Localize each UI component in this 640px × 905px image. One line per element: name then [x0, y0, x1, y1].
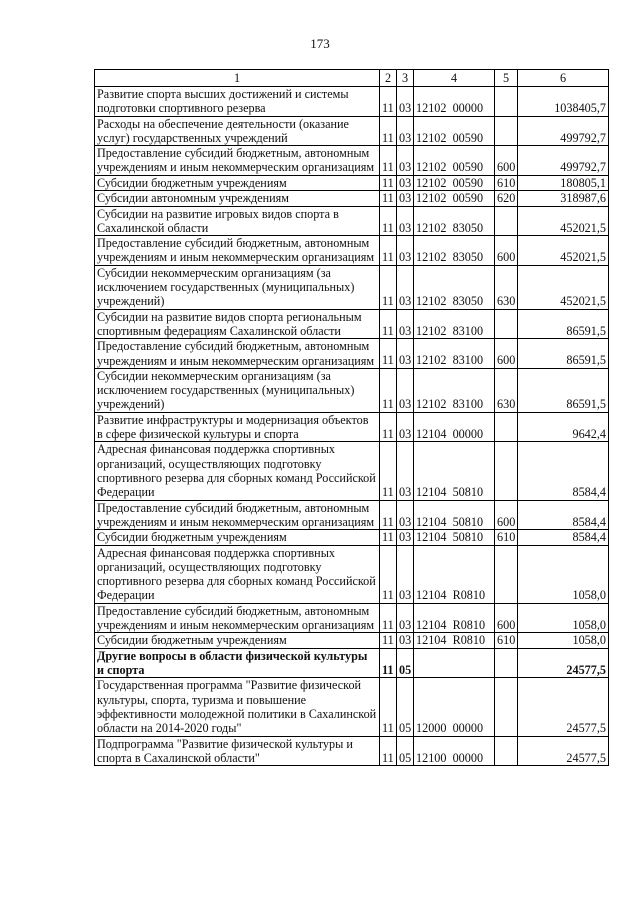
table-row	[95, 412, 609, 442]
row-target-item: 12102 00590	[414, 175, 495, 190]
row-subsection: 03	[397, 603, 414, 633]
row-amount: 499792,7	[518, 146, 609, 176]
row-target-item: 12102 83050	[414, 206, 495, 236]
row-name: Субсидии бюджетным учреждениям	[95, 530, 380, 545]
row-expense-type: 620	[495, 191, 518, 206]
row-name: Субсидии некоммерческим организациям (за исключением государственных (муниципальных) учреждений)	[95, 265, 380, 309]
row-amount: 1038405,7	[518, 87, 609, 117]
header-col-5: 5	[495, 70, 518, 87]
table-row	[95, 678, 609, 736]
row-target-item: 12102 00590	[414, 146, 495, 176]
table-row	[95, 206, 609, 236]
row-name: Расходы на обеспечение деятельности (оказание услуг) государственных учреждений	[95, 116, 380, 146]
header-col-2: 2	[380, 70, 397, 87]
row-target-item: 12104 50810	[414, 442, 495, 500]
table-row	[95, 309, 609, 339]
row-target-item: 12104 00000	[414, 412, 495, 442]
row-subsection: 03	[397, 309, 414, 339]
row-expense-type: 600	[495, 603, 518, 633]
row-amount: 1058,0	[518, 603, 609, 633]
row-subsection: 03	[397, 412, 414, 442]
row-name: Предоставление субсидий бюджетным, автономным учреждениям и иным некоммерческим организациям	[95, 236, 380, 266]
table-row	[95, 530, 609, 545]
table-row	[95, 339, 609, 369]
row-name: Субсидии бюджетным учреждениям	[95, 633, 380, 648]
row-name: Предоставление субсидий бюджетным, автономным учреждениям и иным некоммерческим организациям	[95, 603, 380, 633]
row-name: Субсидии на развитие игровых видов спорта в Сахалинской области	[95, 206, 380, 236]
row-section: 11	[380, 648, 397, 678]
table-row	[95, 191, 609, 206]
row-name: Субсидии автономным учреждениям	[95, 191, 380, 206]
row-subsection: 03	[397, 265, 414, 309]
header-col-6: 6	[518, 70, 609, 87]
row-target-item: 12102 00000	[414, 87, 495, 117]
row-expense-type	[495, 116, 518, 146]
row-name: Адресная финансовая поддержка спортивных организаций, осуществляющих подготовку спортивного резерва для сборных команд Российской Федерации	[95, 442, 380, 500]
row-target-item: 12100 00000	[414, 736, 495, 766]
row-subsection: 03	[397, 545, 414, 603]
row-section: 11	[380, 633, 397, 648]
row-subsection: 03	[397, 206, 414, 236]
table-header	[95, 70, 609, 87]
row-subsection: 05	[397, 678, 414, 736]
row-subsection: 03	[397, 87, 414, 117]
table-row	[95, 368, 609, 412]
row-section: 11	[380, 678, 397, 736]
row-subsection: 03	[397, 339, 414, 369]
row-amount: 8584,4	[518, 442, 609, 500]
header-col-3: 3	[397, 70, 414, 87]
row-subsection: 03	[397, 442, 414, 500]
row-section: 11	[380, 265, 397, 309]
row-amount: 452021,5	[518, 206, 609, 236]
table-row	[95, 442, 609, 500]
row-expense-type	[495, 309, 518, 339]
row-amount: 86591,5	[518, 368, 609, 412]
row-target-item: 12104 50810	[414, 500, 495, 530]
row-subsection: 03	[397, 500, 414, 530]
table-row	[95, 736, 609, 766]
row-section: 11	[380, 146, 397, 176]
table-row	[95, 146, 609, 176]
row-amount: 24577,5	[518, 648, 609, 678]
row-target-item	[414, 648, 495, 678]
table-row	[95, 545, 609, 603]
row-target-item: 12000 00000	[414, 678, 495, 736]
row-subsection: 05	[397, 736, 414, 766]
page-number: 173	[310, 36, 330, 51]
row-section: 11	[380, 87, 397, 117]
row-expense-type: 630	[495, 265, 518, 309]
row-name: Субсидии на развитие видов спорта региональным спортивным федерациям Сахалинской области	[95, 309, 380, 339]
table-row	[95, 648, 609, 678]
row-subsection: 05	[397, 648, 414, 678]
row-name: Развитие инфраструктуры и модернизация объектов в сфере физической культуры и спорта	[95, 412, 380, 442]
table-row	[95, 175, 609, 190]
table-row	[95, 87, 609, 117]
table-body	[95, 87, 609, 766]
row-section: 11	[380, 236, 397, 266]
row-expense-type	[495, 678, 518, 736]
row-subsection: 03	[397, 633, 414, 648]
row-section: 11	[380, 442, 397, 500]
row-section: 11	[380, 603, 397, 633]
row-section: 11	[380, 500, 397, 530]
row-expense-type: 610	[495, 175, 518, 190]
row-name: Подпрограмма "Развитие физической культуры и спорта в Сахалинской области"	[95, 736, 380, 766]
table-row	[95, 633, 609, 648]
row-expense-type: 600	[495, 236, 518, 266]
row-section: 11	[380, 530, 397, 545]
row-target-item: 12102 00590	[414, 191, 495, 206]
row-subsection: 03	[397, 368, 414, 412]
table-row	[95, 116, 609, 146]
row-target-item: 12102 00590	[414, 116, 495, 146]
row-expense-type	[495, 412, 518, 442]
row-amount: 24577,5	[518, 678, 609, 736]
row-section: 11	[380, 412, 397, 442]
row-section: 11	[380, 309, 397, 339]
row-amount: 24577,5	[518, 736, 609, 766]
row-amount: 9642,4	[518, 412, 609, 442]
row-expense-type	[495, 87, 518, 117]
row-target-item: 12104 R0810	[414, 545, 495, 603]
table-row	[95, 236, 609, 266]
row-target-item: 12104 50810	[414, 530, 495, 545]
row-subsection: 03	[397, 530, 414, 545]
row-expense-type: 600	[495, 500, 518, 530]
row-subsection: 03	[397, 116, 414, 146]
row-subsection: 03	[397, 191, 414, 206]
header-col-1: 1	[95, 70, 380, 87]
row-name: Другие вопросы в области физической культуры и спорта	[95, 648, 380, 678]
row-subsection: 03	[397, 236, 414, 266]
row-subsection: 03	[397, 146, 414, 176]
row-amount: 8584,4	[518, 500, 609, 530]
row-expense-type: 600	[495, 146, 518, 176]
row-target-item: 12102 83100	[414, 339, 495, 369]
row-amount: 1058,0	[518, 633, 609, 648]
row-amount: 8584,4	[518, 530, 609, 545]
table-row	[95, 500, 609, 530]
row-amount: 452021,5	[518, 265, 609, 309]
table-row	[95, 265, 609, 309]
row-name: Предоставление субсидий бюджетным, автономным учреждениям и иным некоммерческим организациям	[95, 146, 380, 176]
row-section: 11	[380, 206, 397, 236]
budget-table	[94, 69, 609, 766]
row-target-item: 12102 83100	[414, 368, 495, 412]
header-col-4: 4	[414, 70, 495, 87]
row-section: 11	[380, 339, 397, 369]
row-target-item: 12104 R0810	[414, 633, 495, 648]
row-expense-type	[495, 736, 518, 766]
row-target-item: 12104 R0810	[414, 603, 495, 633]
row-amount: 86591,5	[518, 339, 609, 369]
row-expense-type	[495, 206, 518, 236]
row-name: Субсидии бюджетным учреждениям	[95, 175, 380, 190]
header-row	[95, 70, 609, 87]
row-section: 11	[380, 191, 397, 206]
row-amount: 499792,7	[518, 116, 609, 146]
row-target-item: 12102 83050	[414, 265, 495, 309]
row-name: Предоставление субсидий бюджетным, автономным учреждениям и иным некоммерческим организациям	[95, 500, 380, 530]
row-section: 11	[380, 545, 397, 603]
row-subsection: 03	[397, 175, 414, 190]
row-amount: 180805,1	[518, 175, 609, 190]
row-section: 11	[380, 116, 397, 146]
row-expense-type: 630	[495, 368, 518, 412]
row-name: Государственная программа "Развитие физической культуры, спорта, туризма и повышение эффективности молодежной политики в Сахалинской области на 2014-2020 годы"	[95, 678, 380, 736]
row-name: Развитие спорта высших достижений и системы подготовки спортивного резерва	[95, 87, 380, 117]
row-section: 11	[380, 175, 397, 190]
row-expense-type	[495, 545, 518, 603]
row-target-item: 12102 83050	[414, 236, 495, 266]
table-row	[95, 603, 609, 633]
row-expense-type: 600	[495, 339, 518, 369]
row-section: 11	[380, 368, 397, 412]
row-expense-type	[495, 442, 518, 500]
row-amount: 318987,6	[518, 191, 609, 206]
row-amount: 1058,0	[518, 545, 609, 603]
row-amount: 452021,5	[518, 236, 609, 266]
row-name: Адресная финансовая поддержка спортивных организаций, осуществляющих подготовку спортивного резерва для сборных команд Российской Федерации	[95, 545, 380, 603]
row-name: Предоставление субсидий бюджетным, автономным учреждениям и иным некоммерческим организациям	[95, 339, 380, 369]
row-expense-type: 610	[495, 530, 518, 545]
row-section: 11	[380, 736, 397, 766]
row-expense-type	[495, 648, 518, 678]
row-target-item: 12102 83100	[414, 309, 495, 339]
row-expense-type: 610	[495, 633, 518, 648]
row-amount: 86591,5	[518, 309, 609, 339]
row-name: Субсидии некоммерческим организациям (за исключением государственных (муниципальных) учреждений)	[95, 368, 380, 412]
